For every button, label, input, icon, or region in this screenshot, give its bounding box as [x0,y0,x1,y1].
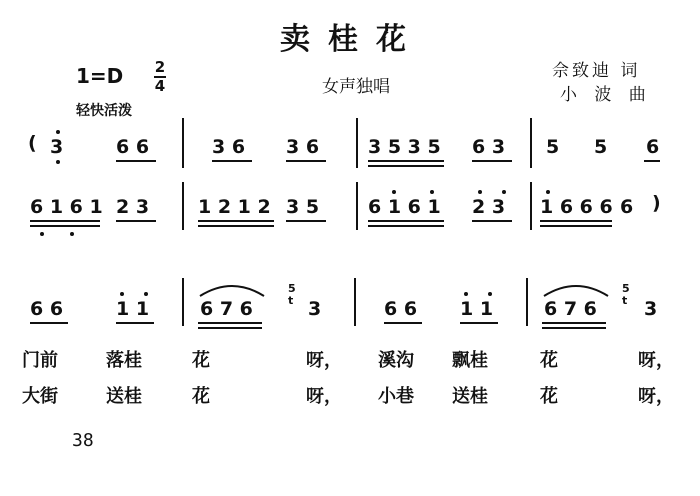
lyric-word: 飘桂 [452,350,488,371]
note-group: 1 1 [116,298,150,320]
note: 5 [594,136,608,158]
note-group: 3 5 3 5 [368,136,441,158]
note-group: 6 7 6 [200,298,253,320]
lyric-word: 门前 [22,350,58,371]
note-group: 6 6 [30,298,64,320]
high-octave-dot [502,190,506,194]
high-octave-dot [478,190,482,194]
page-number: 38 [72,430,94,451]
beam-line [286,160,326,162]
high-octave-dot [120,292,124,296]
time-bottom: 4 [154,77,166,95]
beam-line [30,322,68,324]
lyricist-credit: 佘致迪 词 [552,61,641,81]
lyric-word: 呀， [638,350,674,371]
note-group: 6 6 [384,298,418,320]
lyric-word: 落桂 [106,350,142,371]
bar-line [182,278,184,326]
time-top: 2 [154,58,166,76]
lyric-word: 花 [540,350,558,371]
note: 5 [546,136,560,158]
note-group: 6 6 [116,136,150,158]
beam-line [384,322,422,324]
lyric-word: 呀， [306,350,342,371]
paren-close: ) [652,192,661,214]
beam-line [198,220,274,222]
tempo-marking: 轻快活泼 [76,103,132,119]
lyric-word: 花 [540,386,558,407]
key-signature: 1=D [76,64,124,88]
note-group: 2 3 [116,196,150,218]
beam-line [542,322,606,324]
composer-credit: 小 波 曲 [560,85,652,105]
song-title: 卖桂花 [280,22,424,57]
low-octave-dot [56,160,60,164]
lyric-word: 送桂 [452,386,488,407]
bar-line [354,278,356,326]
paren-open: ( [28,132,37,154]
beam-line [198,322,262,324]
lyric-word: 小巷 [378,386,414,407]
note-group: 3 6 [212,136,246,158]
beam-line [472,160,512,162]
beam-line [116,220,156,222]
lyric-word: 呀， [638,386,674,407]
beam-line [368,220,444,222]
bar-line [182,182,184,230]
note: 6 [646,136,660,158]
beam-line [116,160,156,162]
bar-line [182,118,184,168]
high-octave-dot [464,292,468,296]
note-group: 1 1 [460,298,494,320]
beam-line [116,322,154,324]
beam-line [644,160,660,162]
low-octave-dot [40,232,44,236]
performance-type: 女声独唱 [322,77,390,97]
bar-line [526,278,528,326]
note: 6 [620,196,634,218]
high-octave-dot [392,190,396,194]
lyric-word: 花 [192,350,210,371]
beam-line [286,220,326,222]
note-group: 3 [50,136,64,158]
high-octave-dot [546,190,550,194]
bar-line [530,118,532,168]
note-group: 2 3 [472,196,506,218]
beam-line [30,220,100,222]
beam-line [368,225,444,227]
beam-line [198,225,274,227]
lyric-word: 呀， [306,386,342,407]
beam-line [198,327,262,329]
grace-note: 5 [622,282,630,295]
note: 3 [644,298,658,320]
low-octave-dot [70,232,74,236]
lyric-word: 大街 [22,386,58,407]
beam-line [542,327,606,329]
note-group: 3 6 [286,136,320,158]
high-octave-dot [56,130,60,134]
bar-line [530,182,532,230]
time-signature [152,60,168,94]
note-group: 6 3 [472,136,506,158]
slur-mark [196,280,268,298]
bar-line [356,118,358,168]
note-group: 3 5 [286,196,320,218]
lyric-word: 花 [192,386,210,407]
lyric-word: 送桂 [106,386,142,407]
high-octave-dot [144,292,148,296]
high-octave-dot [430,190,434,194]
note-group: 1 2 1 2 [198,196,271,218]
beam-line [540,225,612,227]
grace-note: 5 [288,282,296,295]
grace-mark: t [622,294,628,307]
beam-line [368,160,444,162]
grace-mark: t [288,294,294,307]
beam-line [30,225,100,227]
beam-line [540,220,612,222]
note-group: 6 1 6 1 [368,196,441,218]
note: 3 [308,298,322,320]
beam-line [472,220,512,222]
beam-line [368,165,444,167]
beam-line [212,160,252,162]
slur-mark [540,280,612,298]
note-group: 1 6 6 6 [540,196,613,218]
high-octave-dot [488,292,492,296]
beam-line [460,322,498,324]
note-group: 6 7 6 [544,298,597,320]
bar-line [356,182,358,230]
lyric-word: 溪沟 [378,350,414,371]
note-group: 6 1 6 1 [30,196,103,218]
